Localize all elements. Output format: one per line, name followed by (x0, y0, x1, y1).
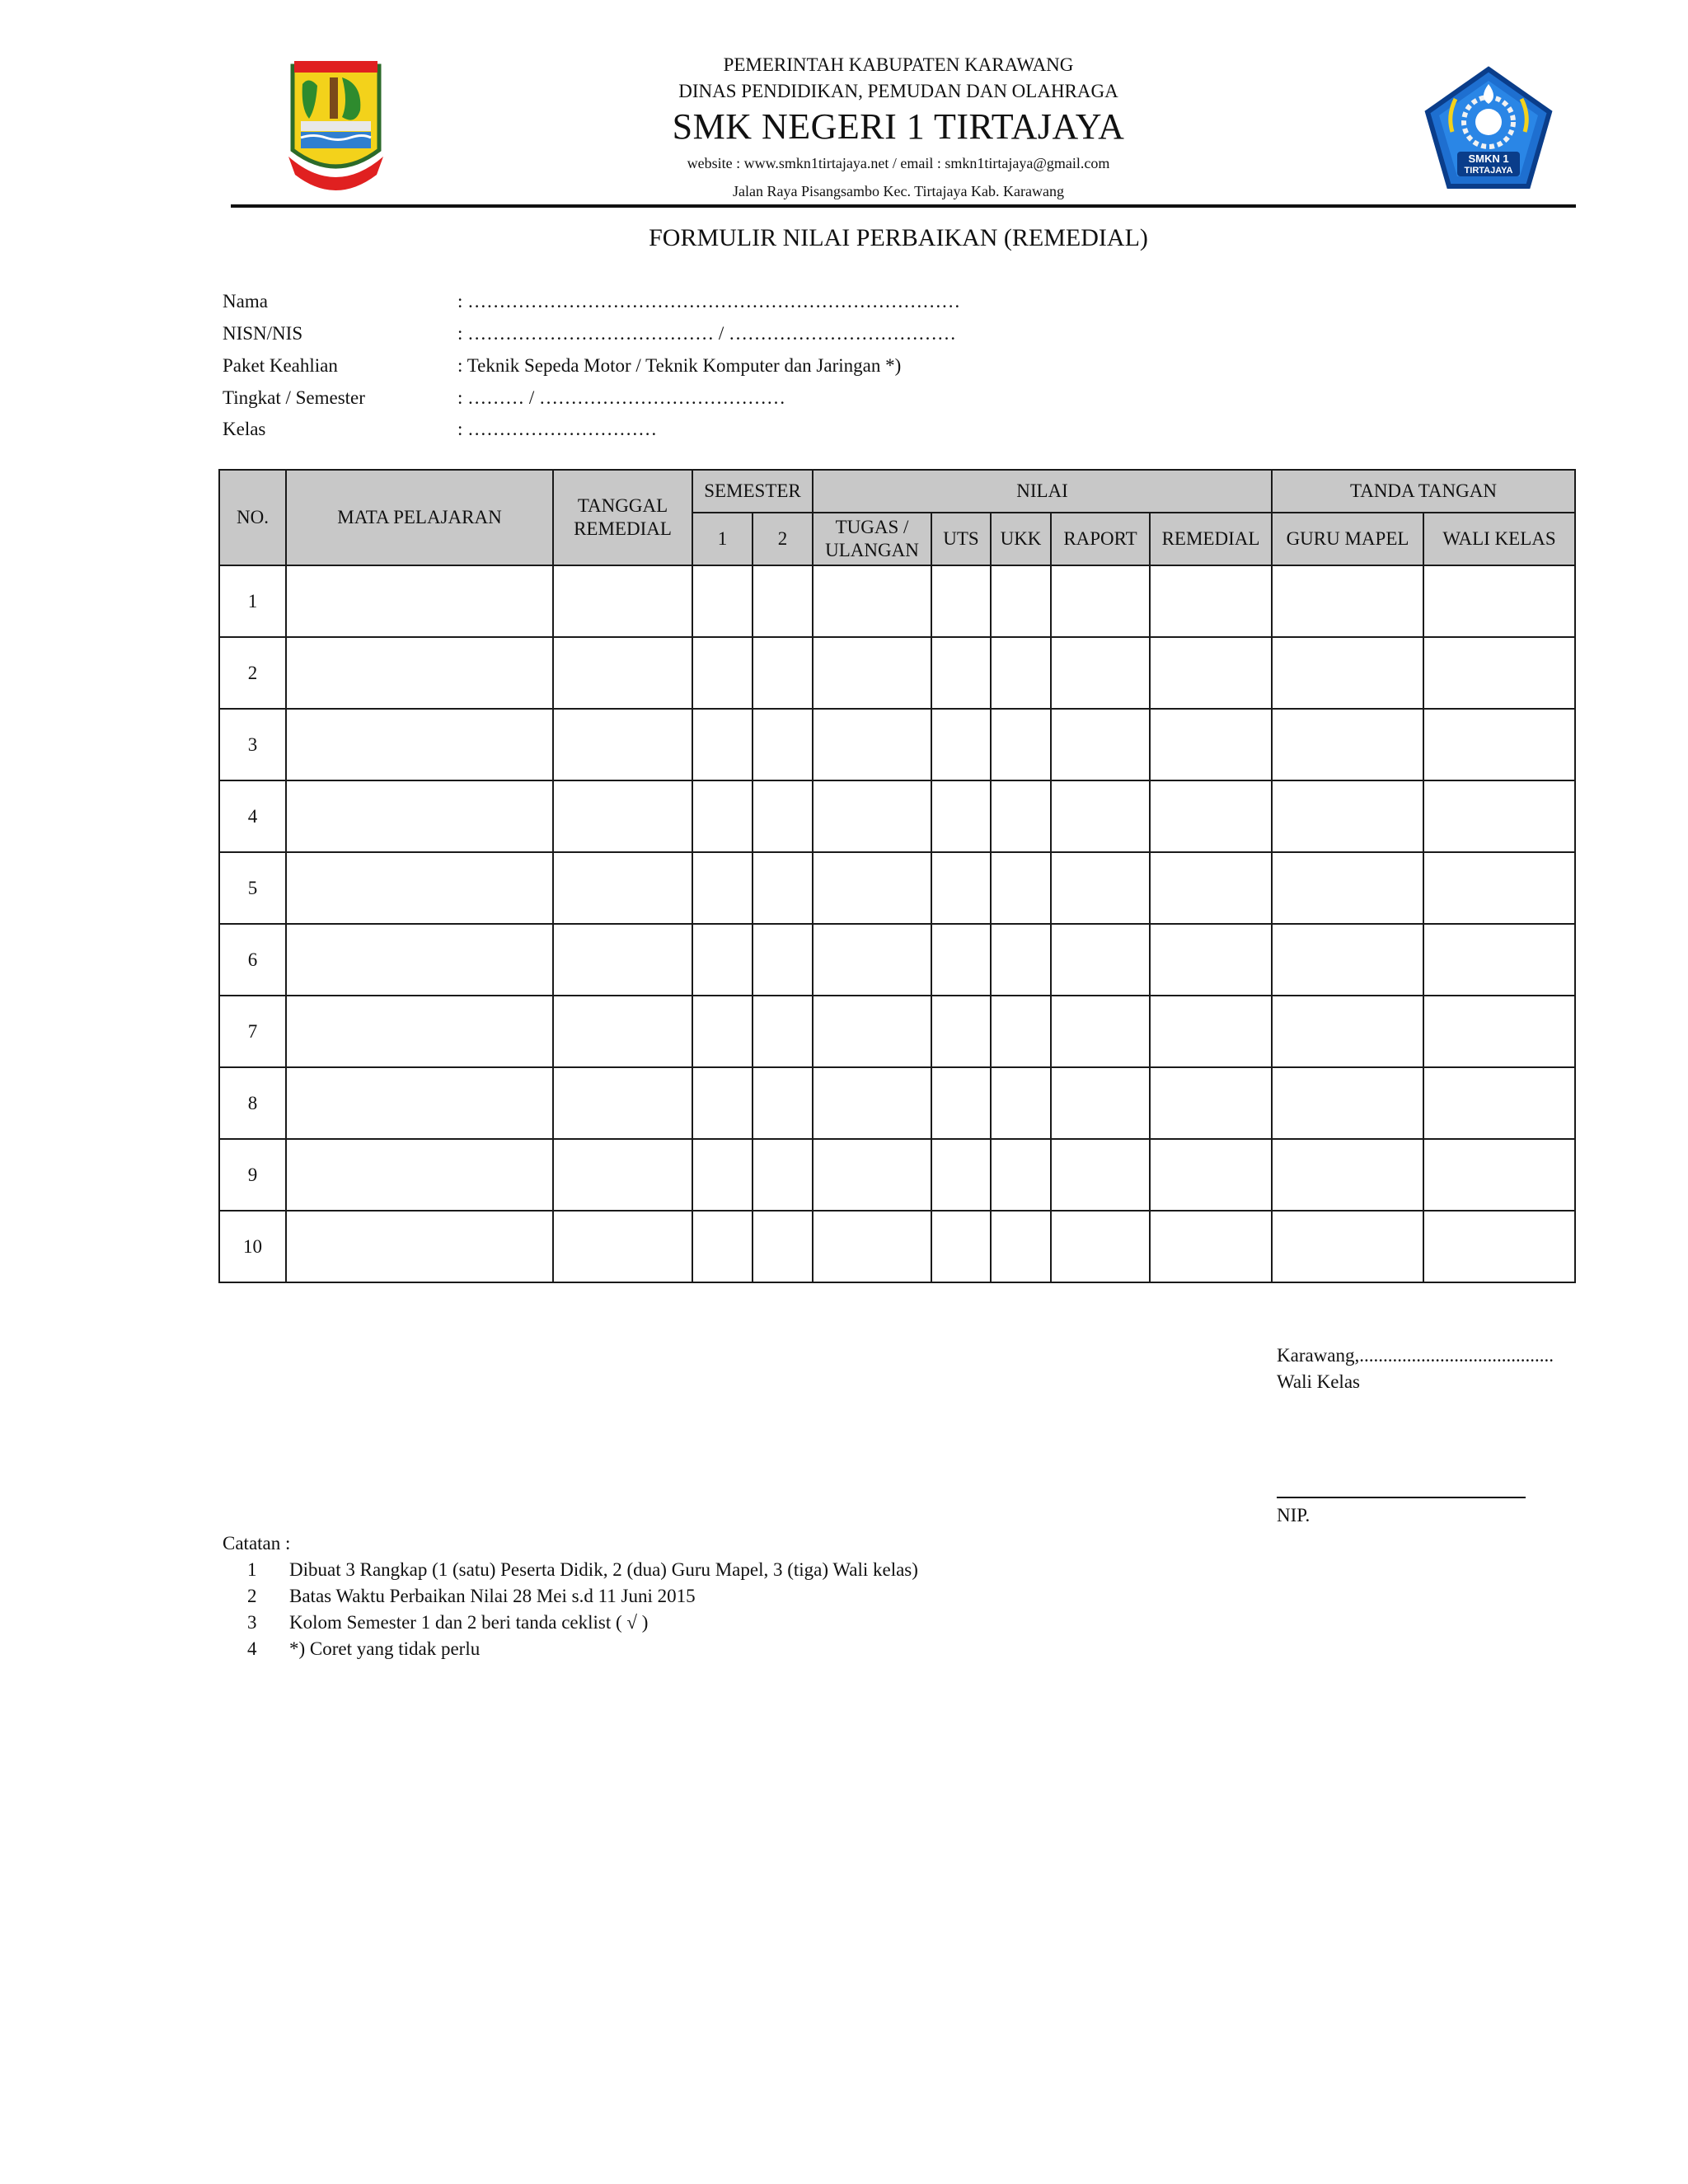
cell-tugas-ulangan[interactable] (813, 996, 931, 1067)
cell-raport[interactable] (1051, 924, 1150, 996)
cell-remedial[interactable] (1150, 637, 1272, 709)
cell-semester-1[interactable] (692, 709, 753, 780)
notes-title: Catatan : (223, 1533, 291, 1554)
cell-wali-kelas[interactable] (1423, 780, 1575, 852)
signature-nip: NIP. (1277, 1505, 1311, 1526)
header-remedial: REMEDIAL (1150, 513, 1272, 565)
cell-wali-kelas[interactable] (1423, 924, 1575, 996)
cell-uts[interactable] (931, 565, 991, 637)
contact-line: website : www.smkn1tirtajaya.net / email : smkn1tirtajaya@gmail.com (687, 155, 1110, 171)
cell-semester-2[interactable] (753, 709, 813, 780)
cell-guru-mapel[interactable] (1272, 1211, 1423, 1282)
cell-tugas-ulangan[interactable] (813, 780, 931, 852)
cell-tugas-ulangan[interactable] (813, 1211, 931, 1282)
cell-tanggal-remedial[interactable] (553, 1067, 692, 1139)
cell-mata-pelajaran[interactable] (286, 565, 553, 637)
cell-uts[interactable] (931, 1211, 991, 1282)
cell-raport[interactable] (1051, 1139, 1150, 1211)
header-tugas-ulangan: TUGAS / ULANGAN (813, 513, 931, 565)
cell-semester-1[interactable] (692, 924, 753, 996)
note-number: 1 (247, 1559, 257, 1580)
header-tanggal-remedial: TANGGAL REMEDIAL (553, 470, 692, 565)
cell-mata-pelajaran[interactable] (286, 780, 553, 852)
cell-mata-pelajaran[interactable] (286, 709, 553, 780)
cell-semester-2[interactable] (753, 637, 813, 709)
header-semester: SEMESTER (692, 470, 813, 513)
table-row (219, 565, 1575, 637)
cell-remedial[interactable] (1150, 996, 1272, 1067)
cell-tanggal-remedial[interactable] (553, 852, 692, 924)
form-title: FORMULIR NILAI PERBAIKAN (REMEDIAL) (649, 224, 1148, 251)
cell-ukk[interactable] (991, 1067, 1051, 1139)
cell-mata-pelajaran[interactable] (286, 852, 553, 924)
row-number: 7 (219, 996, 286, 1067)
cell-remedial[interactable] (1150, 709, 1272, 780)
cell-wali-kelas[interactable] (1423, 1139, 1575, 1211)
cell-tanggal-remedial[interactable] (553, 1139, 692, 1211)
field-label-nama: Nama (223, 291, 268, 312)
header-mata-pelajaran: MATA PELAJARAN (286, 470, 553, 565)
row-number: 2 (219, 637, 286, 709)
cell-semester-2[interactable] (753, 1067, 813, 1139)
row-number: 4 (219, 780, 286, 852)
cell-mata-pelajaran[interactable] (286, 637, 553, 709)
cell-mata-pelajaran[interactable] (286, 1067, 553, 1139)
row-number: 3 (219, 709, 286, 780)
field-value-paket: : Teknik Sepeda Motor / Teknik Komputer dan Jaringan *) (457, 355, 902, 376)
table-row (219, 1067, 1575, 1139)
cell-wali-kelas[interactable] (1423, 1067, 1575, 1139)
cell-wali-kelas[interactable] (1423, 996, 1575, 1067)
cell-tanggal-remedial[interactable] (553, 996, 692, 1067)
cell-remedial[interactable] (1150, 780, 1272, 852)
cell-tugas-ulangan[interactable] (813, 924, 931, 996)
cell-raport[interactable] (1051, 780, 1150, 852)
header-divider (231, 204, 1576, 208)
cell-guru-mapel[interactable] (1272, 637, 1423, 709)
table-row (219, 1211, 1575, 1282)
cell-ukk[interactable] (991, 1139, 1051, 1211)
note-text: Kolom Semester 1 dan 2 beri tanda ceklist ( √ ) (289, 1612, 649, 1633)
field-label-tingkat: Tingkat / Semester (223, 387, 365, 408)
cell-guru-mapel[interactable] (1272, 996, 1423, 1067)
cell-semester-1[interactable] (692, 1139, 753, 1211)
cell-tugas-ulangan[interactable] (813, 565, 931, 637)
cell-semester-2[interactable] (753, 852, 813, 924)
row-number: 5 (219, 852, 286, 924)
table-row (219, 996, 1575, 1067)
cell-uts[interactable] (931, 924, 991, 996)
cell-semester-2[interactable] (753, 924, 813, 996)
cell-remedial[interactable] (1150, 1067, 1272, 1139)
cell-semester-1[interactable] (692, 1211, 753, 1282)
cell-mata-pelajaran[interactable] (286, 924, 553, 996)
cell-remedial[interactable] (1150, 1211, 1272, 1282)
cell-tugas-ulangan[interactable] (813, 637, 931, 709)
cell-guru-mapel[interactable] (1272, 924, 1423, 996)
row-number: 8 (219, 1067, 286, 1139)
row-number: 6 (219, 924, 286, 996)
cell-remedial[interactable] (1150, 852, 1272, 924)
cell-ukk[interactable] (991, 996, 1051, 1067)
cell-guru-mapel[interactable] (1272, 852, 1423, 924)
header-tanda-tangan: TANDA TANGAN (1272, 470, 1575, 513)
department-line: DINAS PENDIDIKAN, PEMUDAN DAN OLAHRAGA (678, 81, 1118, 101)
table-row (219, 924, 1575, 996)
cell-wali-kelas[interactable] (1423, 852, 1575, 924)
field-value-kelas: : ………………………… (457, 419, 658, 439)
cell-mata-pelajaran[interactable] (286, 1211, 553, 1282)
signature-role: Wali Kelas (1277, 1371, 1360, 1392)
government-line: PEMERINTAH KABUPATEN KARAWANG (723, 54, 1074, 75)
note-text: Dibuat 3 Rangkap (1 (satu) Peserta Didik, 2 (dua) Guru Mapel, 3 (tiga) Wali kelas) (289, 1559, 918, 1580)
cell-ukk[interactable] (991, 1211, 1051, 1282)
cell-semester-1[interactable] (692, 852, 753, 924)
cell-uts[interactable] (931, 1139, 991, 1211)
cell-uts[interactable] (931, 637, 991, 709)
table-row (219, 709, 1575, 780)
cell-tugas-ulangan[interactable] (813, 1139, 931, 1211)
svg-text:SMKN 1: SMKN 1 (1468, 152, 1509, 165)
cell-uts[interactable] (931, 709, 991, 780)
cell-remedial[interactable] (1150, 924, 1272, 996)
header-no: NO. (219, 470, 286, 565)
header-raport: RAPORT (1051, 513, 1150, 565)
header-guru-mapel: GURU MAPEL (1272, 513, 1423, 565)
cell-semester-2[interactable] (753, 565, 813, 637)
cell-tanggal-remedial[interactable] (553, 709, 692, 780)
cell-semester-2[interactable] (753, 1211, 813, 1282)
cell-semester-2[interactable] (753, 1139, 813, 1211)
note-number: 3 (247, 1612, 257, 1633)
cell-ukk[interactable] (991, 852, 1051, 924)
cell-ukk[interactable] (991, 924, 1051, 996)
row-number: 9 (219, 1139, 286, 1211)
table-row (219, 780, 1575, 852)
cell-wali-kelas[interactable] (1423, 709, 1575, 780)
cell-tanggal-remedial[interactable] (553, 1211, 692, 1282)
field-value-tingkat: : ……… / ………………………………… (457, 387, 786, 408)
field-label-nisn: NISN/NIS (223, 323, 303, 344)
cell-guru-mapel[interactable] (1272, 565, 1423, 637)
cell-remedial[interactable] (1150, 565, 1272, 637)
cell-guru-mapel[interactable] (1272, 780, 1423, 852)
cell-uts[interactable] (931, 1067, 991, 1139)
field-value-nisn: : ………………………………… / ……………………………… (457, 323, 957, 344)
cell-semester-1[interactable] (692, 565, 753, 637)
signature-place-date: Karawang,......................................... (1277, 1345, 1554, 1366)
cell-uts[interactable] (931, 996, 991, 1067)
cell-tanggal-remedial[interactable] (553, 637, 692, 709)
cell-raport[interactable] (1051, 996, 1150, 1067)
row-number: 10 (219, 1211, 286, 1282)
address-line: Jalan Raya Pisangsambo Kec. Tirtajaya Kab. Karawang (733, 183, 1064, 199)
svg-text:TIRTAJAYA: TIRTAJAYA (1464, 166, 1513, 176)
header-semester-1: 1 (692, 513, 753, 565)
cell-tugas-ulangan[interactable] (813, 1067, 931, 1139)
cell-uts[interactable] (931, 852, 991, 924)
note-number: 4 (247, 1638, 257, 1659)
school-name: SMK NEGERI 1 TIRTAJAYA (672, 106, 1125, 147)
header-semester-2: 2 (753, 513, 813, 565)
cell-wali-kelas[interactable] (1423, 565, 1575, 637)
cell-tanggal-remedial[interactable] (553, 780, 692, 852)
cell-guru-mapel[interactable] (1272, 1067, 1423, 1139)
remedial-grade-table (218, 469, 1576, 1283)
cell-semester-2[interactable] (753, 996, 813, 1067)
cell-tanggal-remedial[interactable] (553, 565, 692, 637)
cell-semester-1[interactable] (692, 996, 753, 1067)
field-label-kelas: Kelas (223, 419, 266, 439)
header-wali-kelas: WALI KELAS (1423, 513, 1575, 565)
cell-raport[interactable] (1051, 1067, 1150, 1139)
cell-mata-pelajaran[interactable] (286, 996, 553, 1067)
cell-semester-1[interactable] (692, 637, 753, 709)
cell-semester-1[interactable] (692, 1067, 753, 1139)
header-ukk: UKK (991, 513, 1051, 565)
table-row (219, 637, 1575, 709)
table-row (219, 852, 1575, 924)
note-number: 2 (247, 1586, 257, 1606)
cell-ukk[interactable] (991, 709, 1051, 780)
header-uts: UTS (931, 513, 991, 565)
cell-wali-kelas[interactable] (1423, 637, 1575, 709)
field-value-nama: : …………………………………………………………………… (457, 291, 961, 312)
cell-ukk[interactable] (991, 565, 1051, 637)
cell-raport[interactable] (1051, 1211, 1150, 1282)
row-number: 1 (219, 565, 286, 637)
cell-guru-mapel[interactable] (1272, 1139, 1423, 1211)
field-label-paket: Paket Keahlian (223, 355, 338, 376)
header-nilai: NILAI (813, 470, 1272, 513)
cell-mata-pelajaran[interactable] (286, 1139, 553, 1211)
cell-uts[interactable] (931, 780, 991, 852)
cell-raport[interactable] (1051, 709, 1150, 780)
cell-raport[interactable] (1051, 852, 1150, 924)
cell-tugas-ulangan[interactable] (813, 709, 931, 780)
cell-ukk[interactable] (991, 637, 1051, 709)
cell-raport[interactable] (1051, 637, 1150, 709)
cell-wali-kelas[interactable] (1423, 1211, 1575, 1282)
note-text: *) Coret yang tidak perlu (289, 1638, 481, 1659)
signature-line (1277, 1497, 1526, 1498)
cell-raport[interactable] (1051, 565, 1150, 637)
cell-tanggal-remedial[interactable] (553, 924, 692, 996)
table-row (219, 1139, 1575, 1211)
cell-tugas-ulangan[interactable] (813, 852, 931, 924)
cell-semester-1[interactable] (692, 780, 753, 852)
cell-remedial[interactable] (1150, 1139, 1272, 1211)
note-text: Batas Waktu Perbaikan Nilai 28 Mei s.d 11 Juni 2015 (289, 1586, 696, 1606)
cell-guru-mapel[interactable] (1272, 709, 1423, 780)
cell-ukk[interactable] (991, 780, 1051, 852)
cell-semester-2[interactable] (753, 780, 813, 852)
